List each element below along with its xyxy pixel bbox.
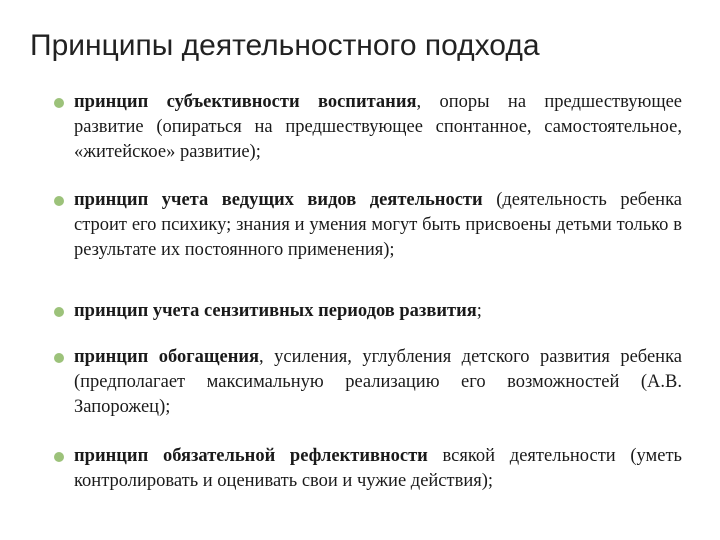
- list-item: [50, 188, 682, 263]
- slide-title: Принципы деятельностного подхода: [30, 29, 540, 62]
- list-item: [50, 345, 682, 420]
- list-item: [50, 90, 682, 165]
- bullet-icon: [54, 98, 64, 108]
- principle-name: принцип обогащения: [74, 347, 260, 367]
- principle-description: ;: [476, 301, 482, 321]
- principle-description: , усиления, углубления детского развития ребенка (предполагает максимальную реализацию его возможностей (А.В. Запорожец);: [74, 347, 683, 417]
- principle-name: принцип обязательной рефлективности: [74, 446, 428, 466]
- bullet-icon: [54, 196, 64, 206]
- principle-name: принцип учета сензитивных периодов развития: [74, 301, 477, 321]
- bullet-icon: [54, 307, 64, 317]
- list-item: [50, 444, 682, 494]
- principle-description: всякой деятельности (уметь контролировать и оценивать свои и чужие действия);: [74, 446, 682, 491]
- list-item: [50, 299, 682, 324]
- bullet-icon: [54, 353, 64, 363]
- principle-description: (деятельность ребенка строит его психику; знания и умения могут быть присвоены детьми только в результате их постоянного применения);: [74, 190, 682, 260]
- bullet-icon: [54, 452, 64, 462]
- principle-name: принцип учета ведущих видов деятельности: [74, 190, 483, 210]
- principle-description: , опоры на предшествующее развитие (опираться на предшествующее спонтанное, самостоятельное, «житейское» развитие);: [74, 92, 682, 162]
- principles-list: [50, 86, 682, 494]
- principle-name: принцип субъективности воспитания: [74, 92, 417, 112]
